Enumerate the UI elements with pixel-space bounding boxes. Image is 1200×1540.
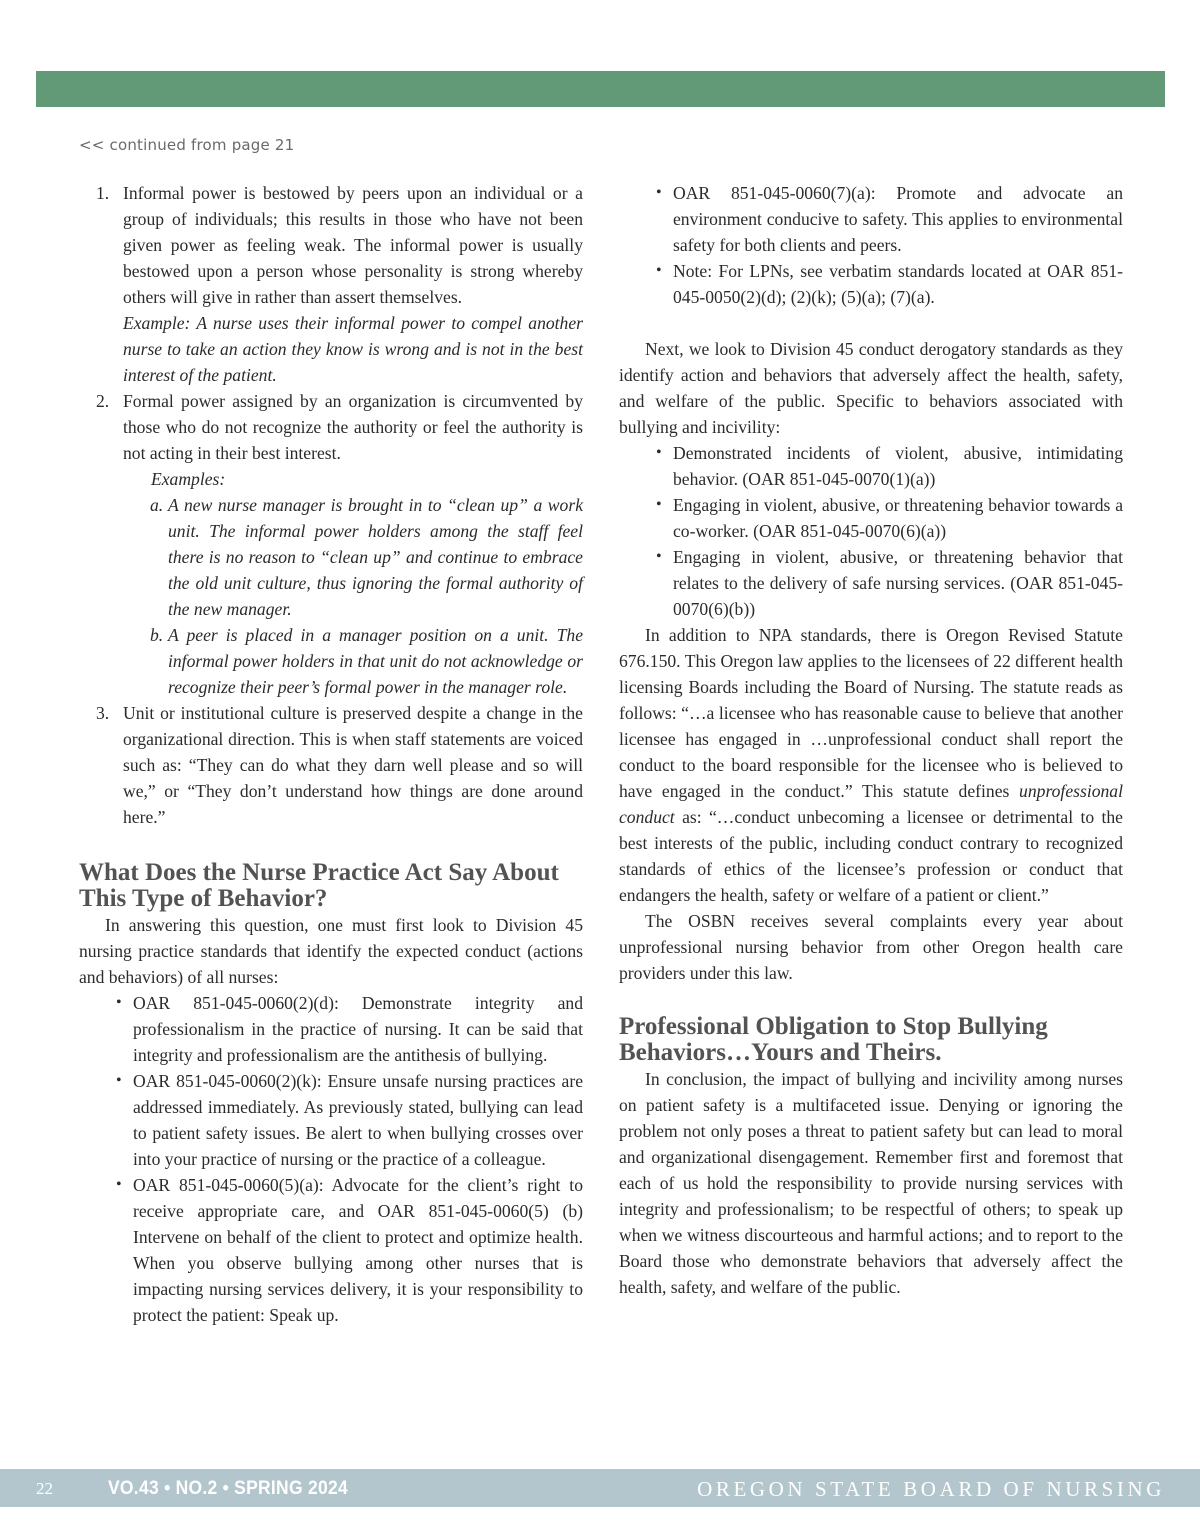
list-item-formal-power <box>79 388 583 466</box>
example-letter: b. <box>150 625 164 645</box>
section-heading-obligation: Professional Obligation to Stop Bullying Behaviors…Yours and Theirs. <box>619 1013 1048 1066</box>
list-item-informal-power <box>79 180 583 388</box>
paragraph-intro: In answering this question, one must first look to Division 45 nursing practice standards that identify the expected conduct (actions and behaviors) of all nurses: <box>79 915 583 987</box>
standard-item: • OAR 851-045-0060(5)(a): Advocate for the client’s right to receive appropriate care, and OAR 851-045-0060(5) (b) Intervene on behalf of the client to protect and optimize health. When you observe bullying among other nurses that is impacting nursing services delivery, it is your responsibility to protect the patient: Speak up. <box>116 1172 583 1328</box>
continued-from-link[interactable]: << continued from page 21 <box>79 136 295 154</box>
list-number: 3. <box>96 703 110 723</box>
list-item-text: Informal power is bestowed by peers upon an individual or a group of individuals; this results in those who have not been given power as feeling weak. The informal power is usually bestowed upon a person whose personality is strong whereby others will give in rather than assert themselves. <box>123 183 583 307</box>
statute-text-b: as: “…conduct unbecoming a licensee or detrimental to the best interests of the public, including conduct contrary to recognized standards of ethics of the licensee’s profession or conduct that endangers the health, safety or welfare of a patient or client.” <box>619 807 1123 905</box>
standards-list <box>79 990 583 1328</box>
list-item-example: Example: A nurse uses their informal power to compel another nurse to take an action they know is wrong and is not in the best interest of the patient. <box>123 313 583 385</box>
page-number: 22 <box>36 1479 53 1498</box>
standard-item: • OAR 851-045-0060(7)(a): Promote and advocate an environment conducive to safety. This applies to environmental safety for both clients and peers. <box>656 180 1123 258</box>
standard-item: • OAR 851-045-0060(2)(d): Demonstrate integrity and professionalism in the practice of nursing. It can be said that integrity and professionalism are the antithesis of bullying. <box>116 990 583 1068</box>
section-heading-npa: What Does the Nurse Practice Act Say About This Type of Behavior? <box>79 859 559 912</box>
list-item-culture <box>79 700 583 830</box>
example-letter: a. <box>150 495 164 515</box>
example-item-b <box>123 622 583 700</box>
publisher-name: OREGON STATE BOARD OF NURSING <box>697 1477 1165 1501</box>
conduct-list <box>619 440 1123 622</box>
example-text: A new nurse manager is brought in to “clean up” a work unit. The informal power holders among the staff feel there is no reason to “clean up” and continue to embrace the old unit culture, thus ignoring the formal authority of the new manager. <box>168 495 583 619</box>
conduct-item: • Engaging in violent, abusive, or threatening behavior that relates to the delivery of safe nursing services. (OAR 851-045-0070(6)(b)) <box>656 544 1123 622</box>
example-item-a <box>123 492 583 622</box>
example-text: A peer is placed in a manager position on a unit. The informal power holders in that unit do not acknowledge or recognize their peer’s formal power in the manager role. <box>168 625 583 697</box>
examples-label: Examples: <box>151 469 226 489</box>
conduct-item: • Demonstrated incidents of violent, abusive, intimidating behavior. (OAR 851-045-0070(1)(a)) <box>656 440 1123 492</box>
paragraph-osbn: The OSBN receives several complaints every year about unprofessional nursing behavior from other Oregon health care providers under this law. <box>619 911 1123 983</box>
list-number: 1. <box>96 183 110 203</box>
standard-item: • OAR 851-045-0060(2)(k): Ensure unsafe nursing practices are addressed immediately. As previously stated, bullying can lead to patient safety issues. Be alert to when bullying crosses over into your practice of nursing or the practice of a colleague. <box>116 1068 583 1172</box>
right-column <box>619 180 1123 1300</box>
list-item-text: Unit or institutional culture is preserved despite a change in the organizational direction. This is when staff statements are voiced such as: “They can do what they darn well please and so will we,” or “They don’t understand how things are done around here.” <box>123 703 583 827</box>
list-item-text: Formal power assigned by an organization is circumvented by those who do not recognize the authority or feel the authority is not acting in their best interest. <box>123 391 583 463</box>
paragraph-statute <box>619 622 1123 908</box>
standards-list-continued <box>619 180 1123 310</box>
examples-block <box>79 466 583 700</box>
issue-label: VO.43 • NO.2 • SPRING 2024 <box>108 1478 348 1499</box>
left-column <box>79 180 583 1328</box>
paragraph-conclusion: In conclusion, the impact of bullying and incivility among nurses on patient safety is a multifaceted issue. Denying or ignoring the problem not only poses a threat to patient safety but can lead to moral and organizational disengagement. Remember first and foremost that each of us hold the responsibility to provide nursing services with integrity and professionalism; to be respectful of others; to speak up when we witness discourteous and harmful actions; and to report to the Board those who demonstrate behaviors that adversely affect the health, safety, and welfare of the public. <box>619 1069 1123 1297</box>
list-number: 2. <box>96 391 110 411</box>
header-color-bar <box>36 71 1165 107</box>
standard-item: • Note: For LPNs, see verbatim standards located at OAR 851-045-0050(2)(d); (2)(k); (5)(a); (7)(a). <box>656 258 1123 310</box>
paragraph-conduct-standards: Next, we look to Division 45 conduct derogatory standards as they identify action and behaviors that adversely affect the health, safety, and welfare of the public. Specific to behaviors associated with bullying and incivility: <box>619 339 1123 437</box>
conduct-item: • Engaging in violent, abusive, or threatening behavior towards a co-worker. (OAR 851-045-0070(6)(a)) <box>656 492 1123 544</box>
statute-text-a: In addition to NPA standards, there is Oregon Revised Statute 676.150. This Oregon law applies to the licensees of 22 different health licensing Boards including the Board of Nursing. The statute reads as follows: “…a licensee who has reasonable cause to believe that another licensee has engaged in …unprofessional conduct shall report the conduct to the board responsible for the licensee who is believed to have engaged in the conduct.” This statute defines <box>619 625 1123 801</box>
statute-term: unprofessional conduct <box>619 781 1123 827</box>
